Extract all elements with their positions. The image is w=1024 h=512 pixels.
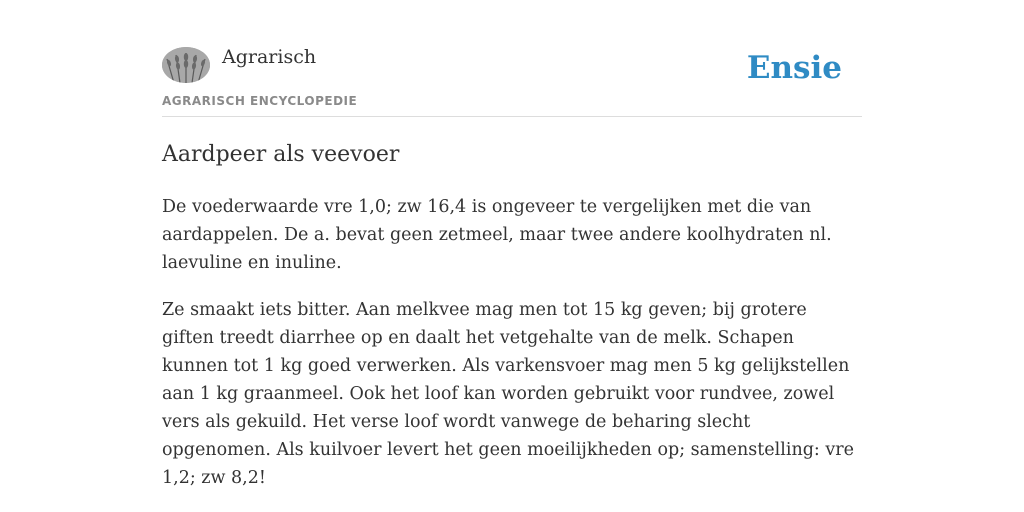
- source-subtitle: AGRARISCH ENCYCLOPEDIE: [162, 94, 358, 108]
- source-name[interactable]: Agrarisch: [222, 46, 317, 68]
- article-header: [162, 44, 862, 117]
- page-title: Aardpeer als veevoer: [162, 142, 400, 167]
- paragraph: Ze smaakt iets bitter. Aan melkvee mag men tot 15 kg geven; bij grotere giften treedt diarrhee op en daalt het vetgehalte van de melk. Schapen kunnen tot 1 kg goed verwerken. Als varkensvoer mag men 5 kg gelijkstellen aan 1 kg graanmeel. Ook het loof kan worden gebruikt voor rundvee, zowel vers als gekuild. Het verse loof wordt vanwege de beharing slecht opgenomen. Als kuilvoer levert het geen moeilijkheden op; samenstelling: vre 1,2; zw 8,2!: [162, 300, 854, 488]
- article-body: [162, 193, 862, 511]
- wheat-ears-icon: [162, 47, 210, 83]
- source-avatar[interactable]: [162, 47, 210, 83]
- brand-logo[interactable]: Ensie: [746, 50, 842, 86]
- paragraph: De voederwaarde vre 1,0; zw 16,4 is ongeveer te vergelijken met die van aardappelen. De a. bevat geen zetmeel, maar twee andere koolhydraten nl. laevuline en inuline.: [162, 197, 832, 273]
